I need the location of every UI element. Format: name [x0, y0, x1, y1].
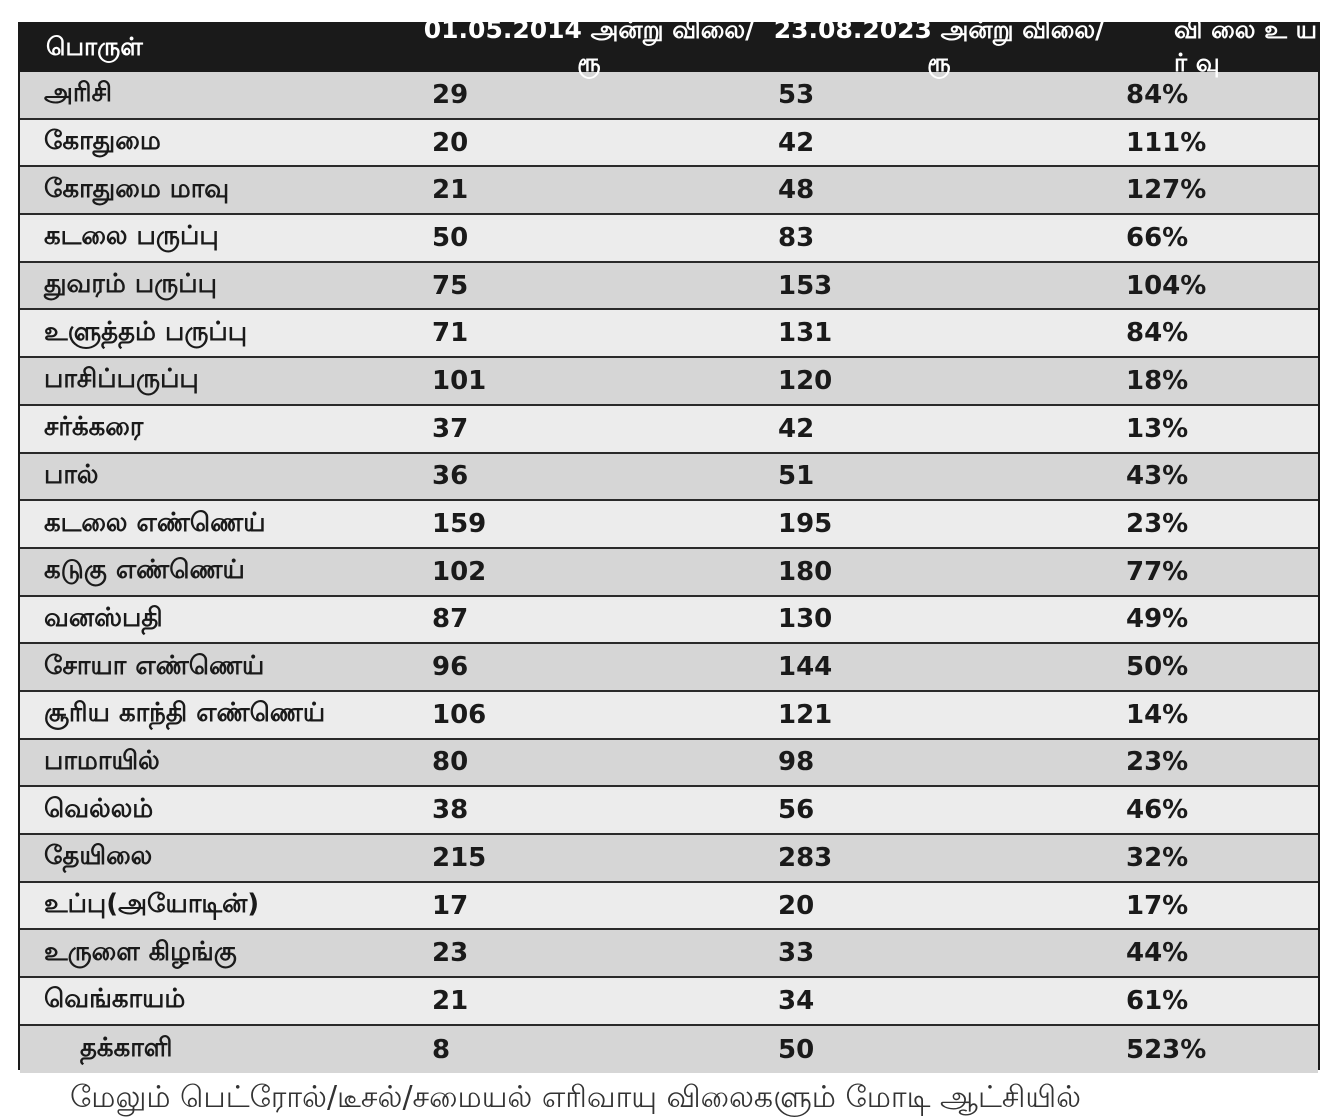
table-row: [20, 310, 1318, 358]
cell-item: சூரிய காந்தி எண்ணெய்: [44, 698, 326, 729]
cell-item: உளுத்தம் பருப்பு: [44, 316, 248, 347]
cell-price-2023: 120: [778, 365, 833, 396]
cell-price-increase: 84%: [1126, 79, 1189, 110]
cell-price-increase: 50%: [1126, 652, 1189, 683]
cell-item: வெல்லம்: [44, 793, 154, 824]
header-price-2014: 01.05.2014 அன்று விலை/ரூ: [423, 15, 755, 77]
cell-item: தக்காளி: [80, 1033, 173, 1064]
cell-price-2023: 51: [778, 461, 815, 492]
cell-price-2014: 8: [432, 1034, 451, 1065]
cell-price-2014: 20: [432, 127, 469, 158]
table-row: [20, 501, 1318, 549]
cell-price-2014: 87: [432, 604, 469, 635]
table-row: [20, 72, 1318, 120]
cell-item: சோயா எண்ணெய்: [44, 650, 265, 681]
cell-price-increase: 523%: [1126, 1034, 1207, 1065]
price-table: [18, 15, 1320, 1070]
table-row: [20, 167, 1318, 215]
table-row: [20, 454, 1318, 502]
cell-price-2014: 38: [432, 795, 469, 826]
table-row: [20, 930, 1318, 978]
cell-price-2014: 75: [432, 270, 469, 301]
table-row: [20, 358, 1318, 406]
table-row: [20, 740, 1318, 788]
cell-price-increase: 13%: [1126, 413, 1189, 444]
cell-price-2023: 144: [778, 652, 833, 683]
cell-price-2023: 121: [778, 699, 833, 730]
cell-price-2014: 17: [432, 890, 469, 921]
cell-item: பாமாயில்: [44, 745, 160, 776]
cell-price-increase: 127%: [1126, 175, 1207, 206]
cell-price-2023: 283: [778, 842, 833, 873]
cell-price-2023: 42: [778, 413, 815, 444]
table-body: [20, 72, 1318, 1073]
table-row: [20, 978, 1318, 1026]
cell-item: அரிசி: [44, 78, 112, 109]
cell-price-increase: 43%: [1126, 461, 1189, 492]
cell-price-2023: 34: [778, 985, 815, 1016]
cell-price-2014: 106: [432, 699, 487, 730]
cell-price-2023: 153: [778, 270, 833, 301]
cell-price-2023: 42: [778, 127, 815, 158]
cell-price-2014: 71: [432, 318, 469, 349]
cell-price-2023: 83: [778, 222, 815, 253]
table-row: [20, 549, 1318, 597]
table-row: [20, 215, 1318, 263]
cell-price-increase: 61%: [1126, 985, 1189, 1016]
cell-item: கடுகு எண்ணெய்: [44, 555, 245, 586]
cell-price-increase: 84%: [1126, 318, 1189, 349]
cell-item: கடலை எண்ணெய்: [44, 507, 266, 538]
table-row: [20, 263, 1318, 311]
cell-price-2023: 130: [778, 604, 833, 635]
cell-item: பால்: [44, 459, 99, 490]
cell-price-increase: 104%: [1126, 270, 1207, 301]
cell-price-2014: 159: [432, 509, 487, 540]
cell-price-2014: 36: [432, 461, 469, 492]
cell-price-2023: 98: [778, 747, 815, 778]
table-row: [20, 644, 1318, 692]
cell-price-increase: 77%: [1126, 556, 1189, 587]
cell-price-2023: 180: [778, 556, 833, 587]
cell-item: தேயிலை: [44, 841, 153, 872]
cell-price-2014: 96: [432, 652, 469, 683]
cell-price-increase: 18%: [1126, 365, 1189, 396]
cell-price-increase: 23%: [1126, 509, 1189, 540]
header-price-2023: 23.08.2023 அன்று விலை/ரூ: [773, 15, 1105, 77]
cell-item: உருளை கிழங்கு: [44, 936, 237, 967]
cell-item: கடலை பருப்பு: [44, 221, 219, 252]
cell-item: வனஸ்பதி: [44, 602, 163, 633]
table-row: [20, 120, 1318, 168]
table-row: [20, 692, 1318, 740]
header-item: பொருள்: [46, 31, 143, 61]
cell-item: கோதுமை மாவு: [44, 173, 230, 204]
cell-price-increase: 32%: [1126, 842, 1189, 873]
cell-price-2023: 20: [778, 890, 815, 921]
cell-item: துவரம் பருப்பு: [44, 269, 217, 300]
cell-price-2014: 23: [432, 938, 469, 969]
cell-price-increase: 23%: [1126, 747, 1189, 778]
cell-price-2014: 29: [432, 79, 469, 110]
cell-price-2023: 56: [778, 795, 815, 826]
table-header-row: [20, 15, 1318, 77]
cell-item: உப்பு(அயோடின்): [44, 889, 260, 920]
cell-price-increase: 111%: [1126, 127, 1207, 158]
cell-price-increase: 66%: [1126, 222, 1189, 253]
cell-price-2014: 102: [432, 556, 487, 587]
table-row: [20, 883, 1318, 931]
table-row: [20, 1026, 1318, 1074]
cell-price-increase: 17%: [1126, 890, 1189, 921]
cell-item: வெங்காயம்: [44, 984, 186, 1015]
cell-price-increase: 14%: [1126, 699, 1189, 730]
cell-price-2023: 33: [778, 938, 815, 969]
cell-item: பாசிப்பருப்பு: [44, 364, 199, 395]
footer-text: மேலும் பெட்ரோல்/டீசல்/சமையல் எரிவாயு விலைகளும் மோடி ஆட்சியில்: [70, 1080, 1082, 1115]
cell-price-2014: 21: [432, 985, 469, 1016]
cell-price-2023: 131: [778, 318, 833, 349]
cell-price-2014: 101: [432, 365, 487, 396]
cell-price-2014: 215: [432, 842, 487, 873]
cell-price-2023: 50: [778, 1034, 815, 1065]
cell-item: கோதுமை: [44, 126, 161, 157]
cell-price-2014: 80: [432, 747, 469, 778]
cell-price-2023: 195: [778, 509, 833, 540]
table-row: [20, 597, 1318, 645]
cell-price-increase: 49%: [1126, 604, 1189, 635]
cell-price-2014: 50: [432, 222, 469, 253]
cell-price-2014: 37: [432, 413, 469, 444]
cell-price-increase: 46%: [1126, 795, 1189, 826]
header-price-increase: வி லை உ ய ர் வு: [1174, 15, 1318, 77]
cell-item: சர்க்கரை: [44, 412, 144, 443]
table-row: [20, 406, 1318, 454]
cell-price-increase: 44%: [1126, 938, 1189, 969]
table-row: [20, 835, 1318, 883]
cell-price-2023: 53: [778, 79, 815, 110]
cell-price-2023: 48: [778, 175, 815, 206]
table-row: [20, 787, 1318, 835]
cell-price-2014: 21: [432, 175, 469, 206]
